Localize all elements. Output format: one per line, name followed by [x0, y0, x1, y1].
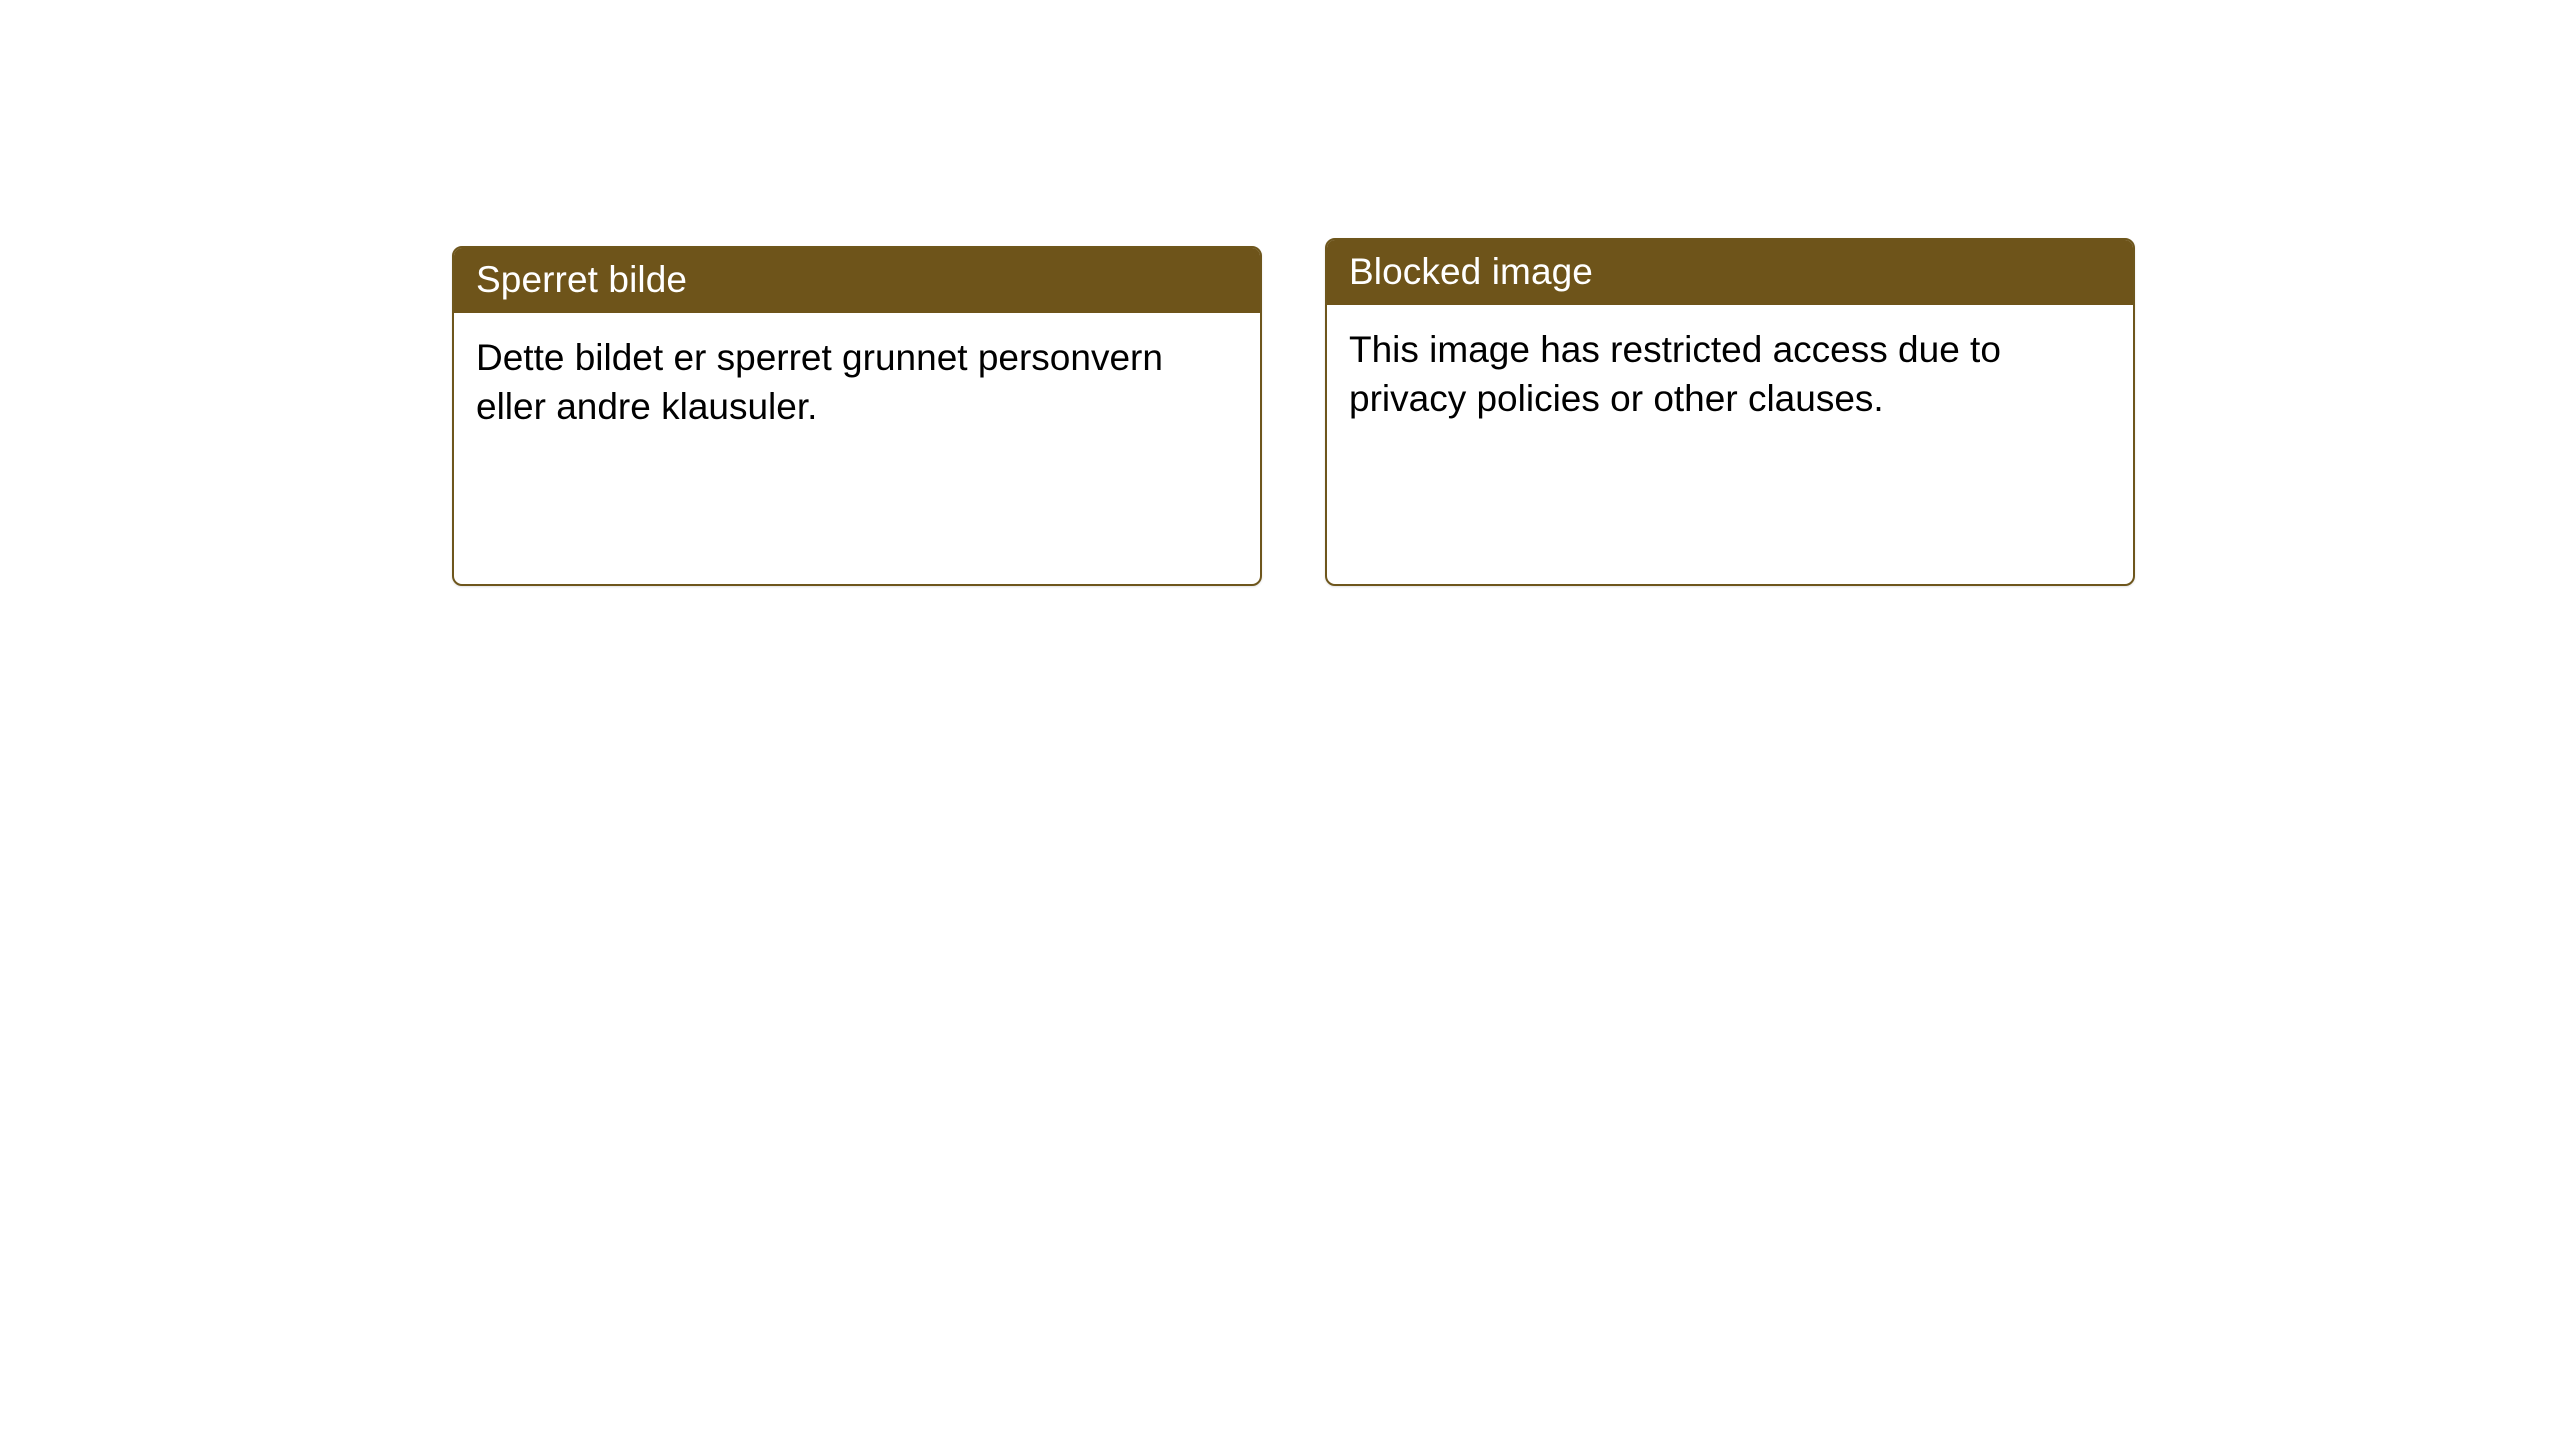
notice-card-message-en: This image has restricted access due to privacy policies or other clauses. — [1349, 329, 2001, 420]
blocked-image-notice-card-no — [452, 246, 1262, 586]
notice-card-body-no — [454, 313, 1260, 431]
notice-card-body-en — [1327, 305, 2133, 423]
notice-card-title-no: Sperret bilde — [454, 248, 1260, 313]
notice-card-title-en: Blocked image — [1327, 240, 2133, 305]
blocked-image-notice-card-en — [1325, 238, 2135, 586]
notice-card-message-no: Dette bildet er sperret grunnet personvern eller andre klausuler. — [476, 337, 1163, 428]
